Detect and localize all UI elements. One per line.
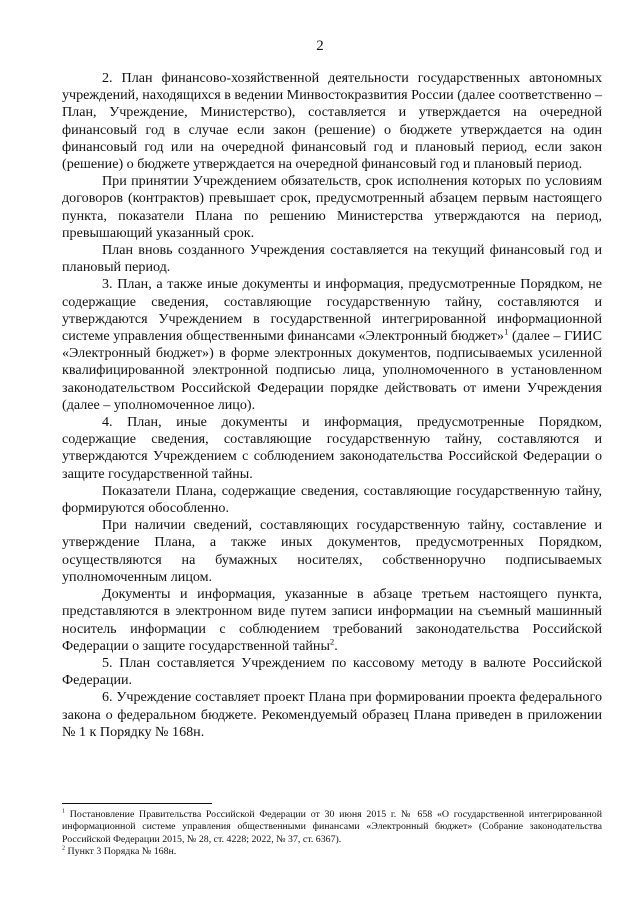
footnote-divider (62, 803, 212, 804)
footnotes (62, 803, 602, 859)
footnote-1 (62, 809, 602, 846)
paragraph-3 (62, 276, 602, 414)
paragraph-3-text: 3. План, а также иные документы и информация, предусмотренные Порядком, не содержащие сведения, составляющие государственную тайну, составляются и утверждаются Учреждением в государственной интегрированной информационной системе управления общественными финансами «Электронный бюджет» (62, 276, 602, 345)
page-number: 2 (316, 38, 324, 54)
paragraph-4-indicators: Показатели Плана, содержащие сведения, составляющие государственную тайну, формируются обособленно. (62, 482, 602, 517)
paragraph-4: 4. План, иные документы и информация, предусмотренные Порядком, содержащие сведения, составляющие государственную тайну, составляются и утверждаются Учреждением с соблюдением законодательства Российской Федерации о защите государственной тайны. (62, 414, 602, 482)
footnote-ref-1: 1 (503, 326, 509, 337)
paragraph-2-intro: 2. План финансово-хозяйственной деятельности государственных автономных учреждений, находящихся в ведении Минвостокразвития России (далее соответственно – План, Учреждение, Министерство), составляется и утверждается на очередной финансовый год в случае если закон (решение) о бюджете утверждается на один финансовый год или на очередной финансовый год и плановый период, если закон (решение) о бюджете утверждается на очередной финансовый год и плановый период. (62, 70, 602, 173)
paragraph-2-new-institution: План вновь созданного Учреждения составляется на текущий финансовый год и плановый период. (62, 242, 602, 276)
paragraph-3-text-cont: (далее – ГИИС «Электронный бюджет») в форме электронных документов, подписываемых усиленной квалифицированной электронной подписью лица, уполномоченного в установленном законодательством Российской Федерации порядке действовать от имени Учреждения (далее – уполномоченное лицо). (62, 328, 603, 413)
footnote-2-mark: 2 (62, 845, 66, 852)
footnote-ref-2: 2 (329, 636, 335, 647)
body-text (62, 70, 602, 741)
paragraph-4-electronic (62, 586, 602, 655)
footnote-1-text: Постановление Правительства Российской Федерации от 30 июня 2015 г. № 658 «О государственной интегрированной информационной системе управления общественными финансами «Электронный бюджет» (Собрание законодательства Российской Федерации 2015, № 28, ст. 4228; 2022, № 37, ст. 6367). (62, 809, 602, 845)
paragraph-4-electronic-end: . (334, 637, 338, 654)
footnote-1-mark: 1 (62, 808, 66, 815)
paragraph-5: 5. План составляется Учреждением по кассовому методу в валюте Российской Федерации. (62, 654, 602, 689)
paragraph-2-obligations: При принятии Учреждением обязательств, срок исполнения которых по условиям договоров (контрактов) превышает срок, предусмотренный абзацем первым настоящего пункта, показатели Плана по решению Министерства утверждаются на период, превышающий указанный срок. (62, 173, 602, 241)
footnote-2-text: Пункт 3 Порядка № 168н. (65, 846, 177, 858)
paragraph-4-electronic-text: Документы и информация, указанные в абзаце третьем настоящего пункта, представляются в электронном виде путем записи информации на съемный машинный носитель информации с соблюдением требований законодательства Российской Федерации о защите государственной тайны (62, 586, 602, 654)
paragraph-4-paper: При наличии сведений, составляющих государственную тайну, составление и утверждение Плана, а также иных документов, предусмотренных Порядком, осуществляются на бумажных носителях, собственноручно подписываемых уполномоченным лицом. (62, 517, 602, 585)
paragraph-6: 6. Учреждение составляет проект Плана при формировании проекта федерального закона о федеральном бюджете. Рекомендуемый образец Плана приведен в приложении № 1 к Порядку № 168н. (62, 689, 602, 740)
footnote-2 (62, 846, 602, 858)
